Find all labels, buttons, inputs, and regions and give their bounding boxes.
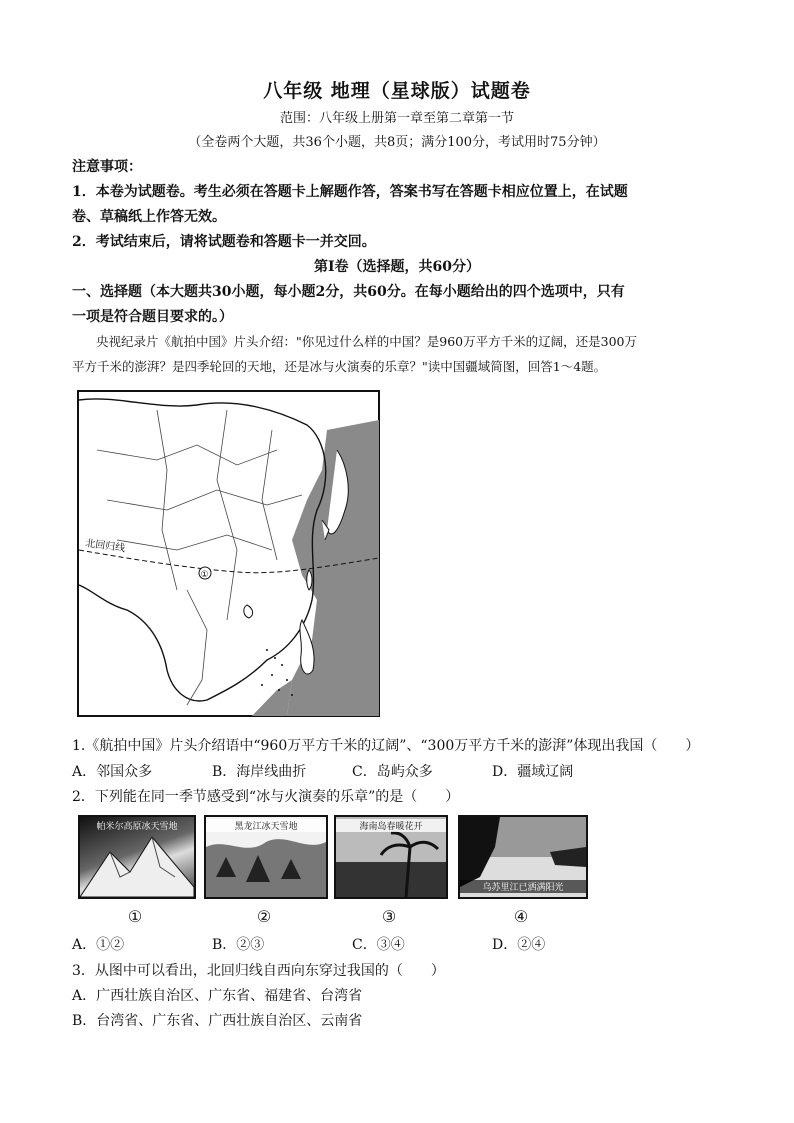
notes-heading: 注意事项： xyxy=(72,159,142,175)
taiwan-island xyxy=(307,570,312,590)
q1-option-b: B．海岸线曲折 xyxy=(212,764,307,780)
q2-option-b: B．②③ xyxy=(212,937,265,953)
exam-info: （全卷两个大题，共36个小题，共8页；满分100分，考试用时75分钟） xyxy=(188,135,606,150)
photo-1-label: ① xyxy=(127,907,143,926)
photo-1: 帕米尔高原冰天雪地 xyxy=(78,815,196,899)
exam-scope: 范围：八年级上册第一章至第二章第一节 xyxy=(279,111,514,126)
q3-option-b: B．台湾省、广东省、广西壮族自治区、云南省 xyxy=(72,1013,363,1029)
notes-item1-line1: 1．本卷为试题卷。考生必须在答题卡上解题作答，答案书写在答题卡相应位置上，在试题 xyxy=(72,184,628,200)
q1-stem: 1.《航拍中国》片头介绍语中“960万平方千米的辽阔”、“300万平方千米的澎湃”体现出我国（ ） xyxy=(72,738,700,754)
notes-item1-line2: 卷、草稿纸上作答无效。 xyxy=(72,209,226,225)
photo-2: 黑龙江冰天雪地 xyxy=(204,815,328,899)
q1-option-a: A．邻国众多 xyxy=(72,764,153,780)
intro-line1: 央视纪录片《航拍中国》片头介绍："你见过什么样的中国？是960万平方千米的辽阔，还是300万 xyxy=(96,334,637,349)
q2-option-d: D．②④ xyxy=(492,937,546,953)
photo-3-label: ③ xyxy=(381,907,397,926)
q2-stem: 2．下列能在同一季节感受到“冰与火演奏的乐章”的是（ ） xyxy=(72,789,460,805)
q3-option-a: A．广西壮族自治区、广东省、福建省、台湾省 xyxy=(72,988,363,1004)
map-marker-1: ① xyxy=(200,570,209,580)
photo-3: 海南岛春暖花开 xyxy=(334,815,448,899)
photo-4-label: ④ xyxy=(513,907,529,926)
mountain-icon xyxy=(80,817,194,897)
section-instructions-line2: 一项是符合题目要求的。） xyxy=(72,309,233,325)
q2-option-c: C．③④ xyxy=(352,937,405,953)
section-instructions-line1: 一、选择题（本大题共30小题，每小题2分，共60分。在每小题给出的四个选项中，只有 xyxy=(72,284,625,300)
intro-line2: 平方千米的澎湃？是四季轮回的天地，还是冰与火演奏的乐章？"读中国疆域简图，回答1～4题。 xyxy=(72,359,607,374)
exam-title: 八年级 地理（星球版）试题卷 xyxy=(263,80,531,102)
q1-option-c: C．岛屿众多 xyxy=(352,764,433,780)
q2-option-a: A．①② xyxy=(72,937,125,953)
part1-title: 第Ⅰ卷（选择题，共60分） xyxy=(313,259,481,275)
q1-option-d: D．疆域辽阔 xyxy=(492,764,574,780)
tropic-label: 北回归线 xyxy=(84,538,126,555)
china-territory-map xyxy=(77,390,380,717)
photo-2-label: ② xyxy=(256,907,272,926)
q3-stem: 3．从图中可以看出，北回归线自西向东穿过我国的（ ） xyxy=(72,963,445,979)
notes-item2: 2．考试结束后，请将试题卷和答题卡一并交回。 xyxy=(72,234,376,250)
photo-4: 乌苏里江已洒满阳光 xyxy=(458,815,588,899)
